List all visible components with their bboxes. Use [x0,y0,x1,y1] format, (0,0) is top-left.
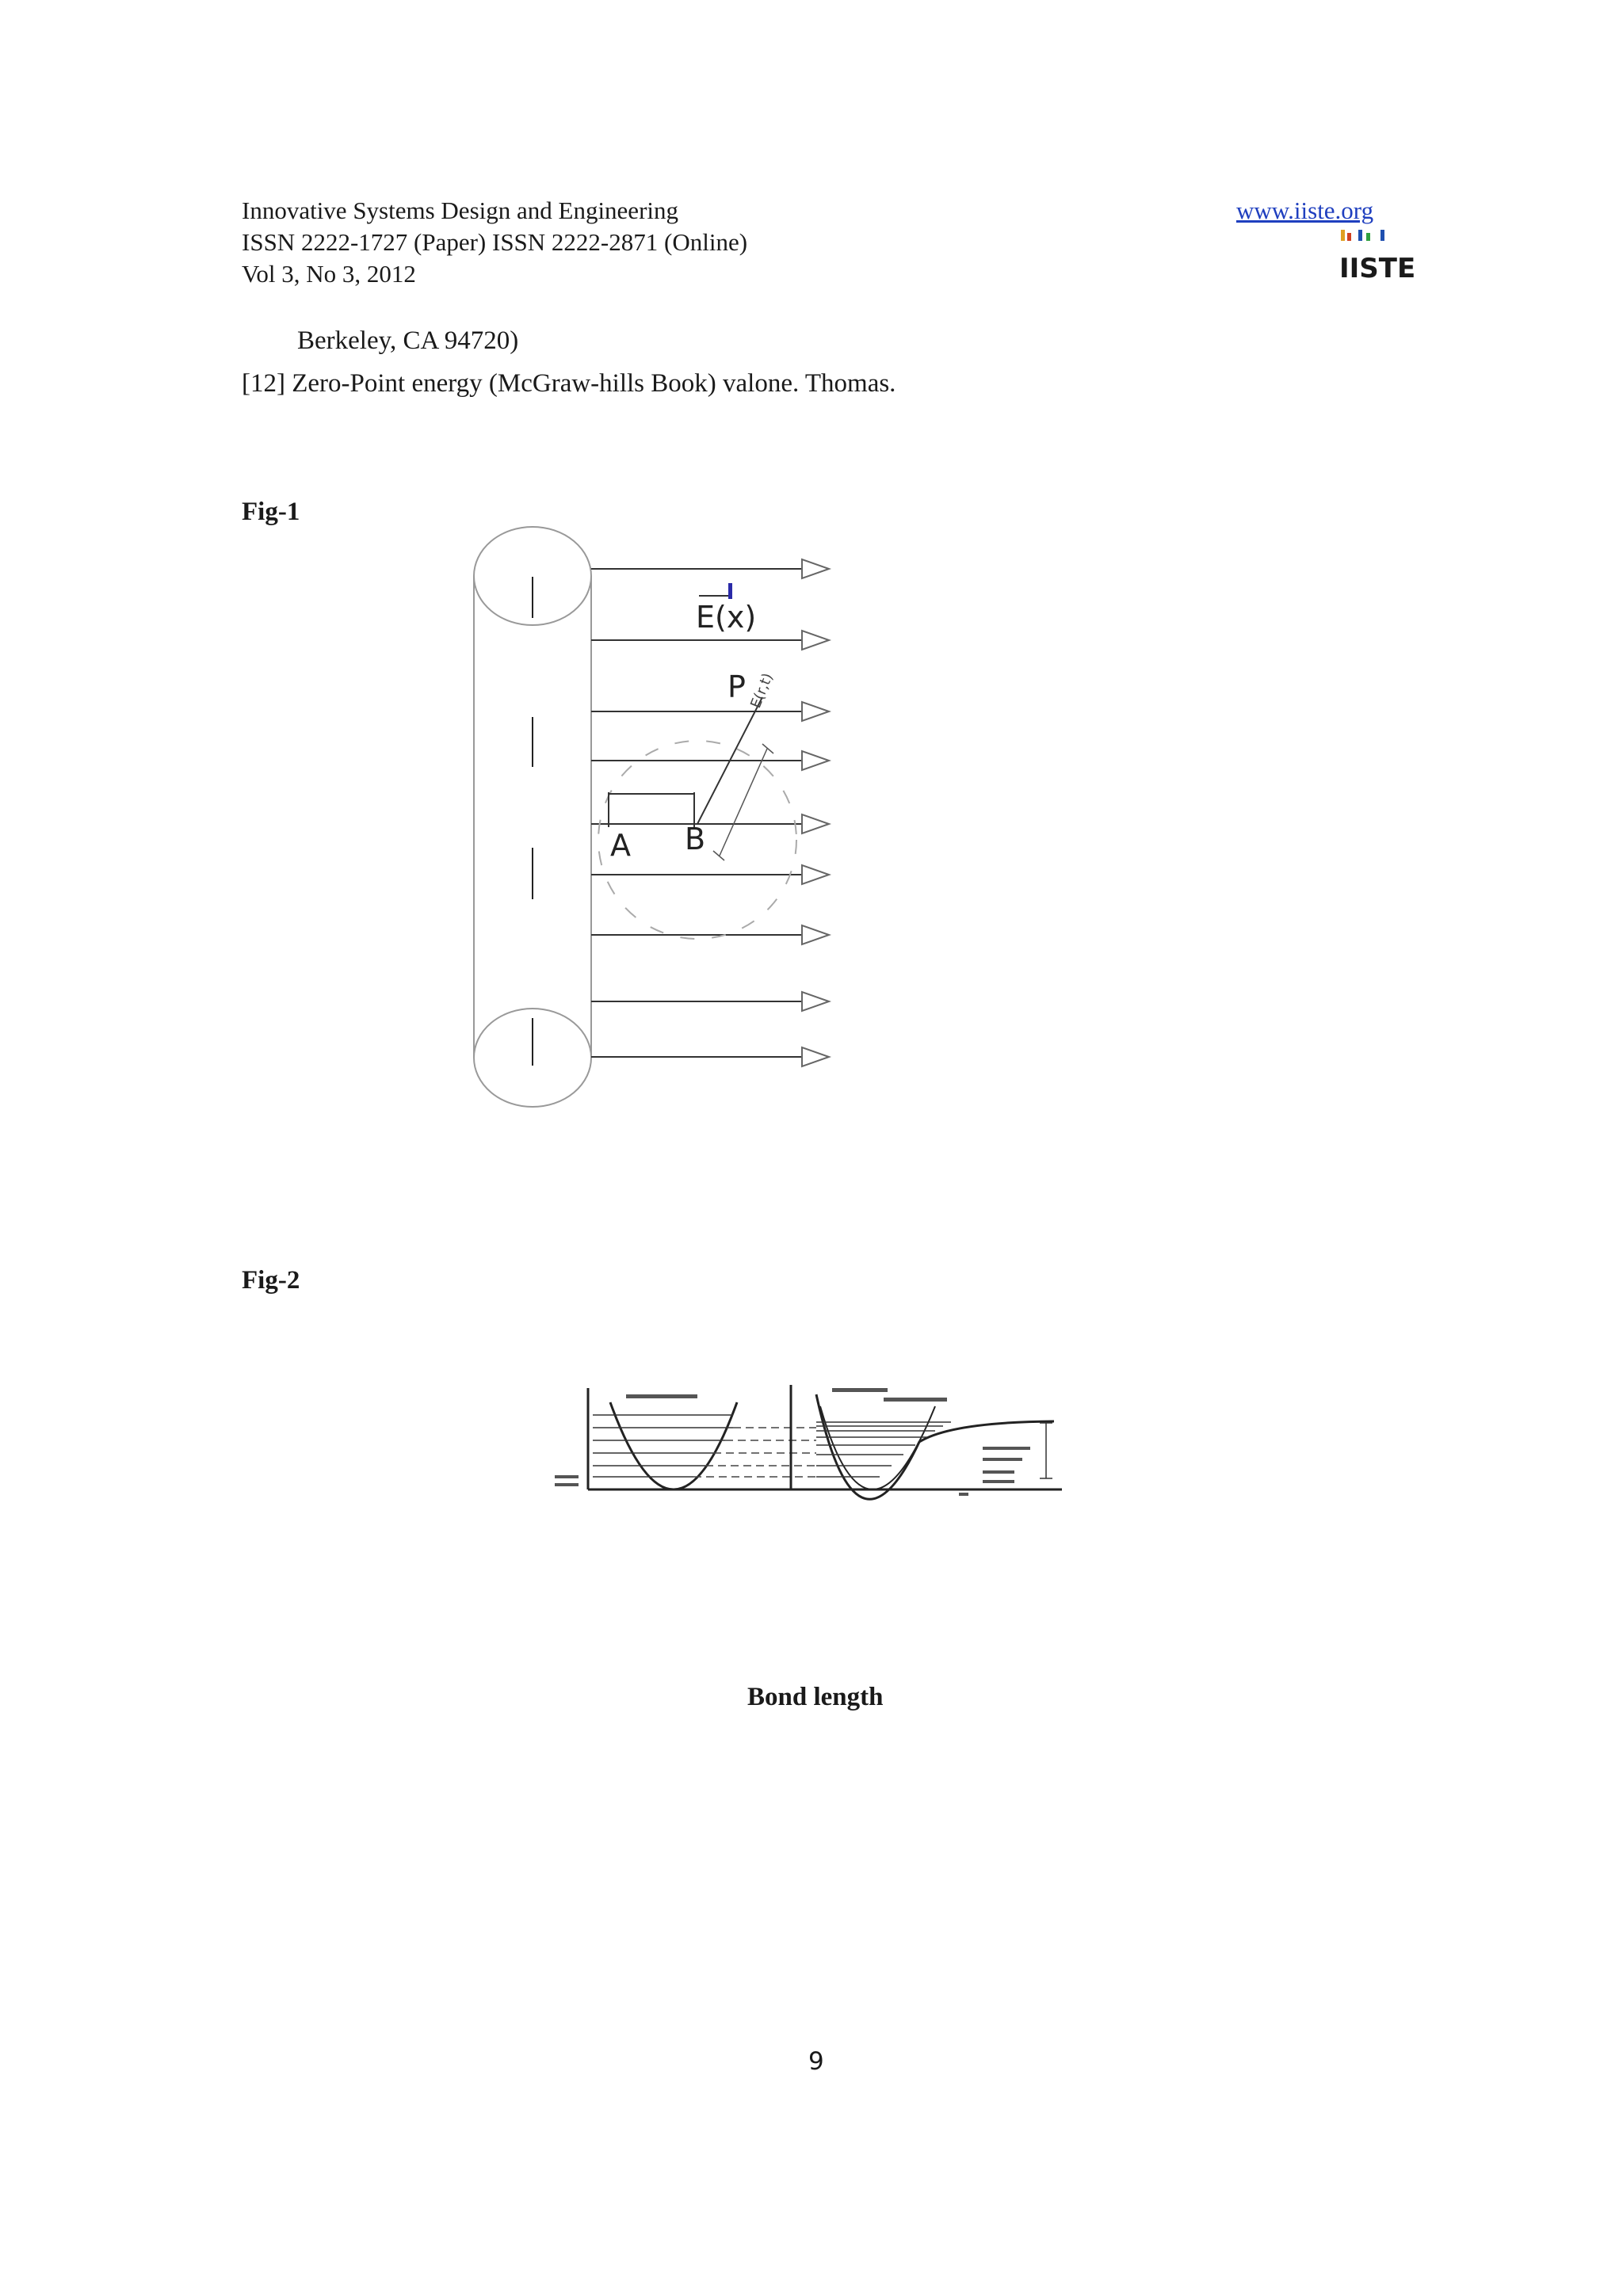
reference-12: [12] Zero-Point energy (McGraw-hills Book) valone. Thomas. [242,369,896,398]
left-panel [588,1388,792,1489]
svg-text:E(r,t): E(r,t) [747,670,777,711]
field-label-ex: E(x) [696,600,757,635]
field-arrow [591,1047,829,1066]
point-a-label: A [610,828,631,863]
logo-text: IISTE [1339,253,1416,284]
ab-dimension [609,792,694,827]
fig2-diagram [547,1379,1086,1497]
field-arrows [591,559,829,1066]
page-number: 9 [808,2047,824,2076]
volume-line: Vol 3, No 3, 2012 [242,260,416,288]
field-arrow [591,865,829,884]
point-p-label: P [727,669,746,704]
right-panel [791,1385,1062,1499]
fig2-caption: Bond length [747,1683,884,1711]
radius-dimension [720,749,767,856]
journal-title: Innovative Systems Design and Engineering [242,196,679,224]
connecting-levels [693,1428,816,1477]
field-arrow [591,559,829,578]
fig2-label: Fig-2 [242,1266,300,1295]
rotated-label [747,671,777,711]
field-arrow [591,992,829,1011]
right-levels [816,1422,951,1477]
website-link[interactable]: www.iiste.org [1236,196,1374,224]
dissociation-dimension [1040,1423,1052,1478]
reference-continuation: Berkeley, CA 94720) [297,326,519,355]
vector-arrow-icon [728,583,732,599]
iiste-logo-icon [1338,228,1416,284]
fig1-diagram [460,515,872,1117]
point-b-label: B [685,822,706,856]
field-label-group [696,583,756,635]
fig1-label: Fig-1 [242,498,300,526]
left-levels [593,1415,733,1477]
field-arrow [591,925,829,944]
field-arrow [591,751,829,770]
iiste-logo [1338,228,1416,284]
issn-line: ISSN 2222-1727 (Paper) ISSN 2222-2871 (Online) [242,228,748,256]
field-arrow [591,702,829,721]
